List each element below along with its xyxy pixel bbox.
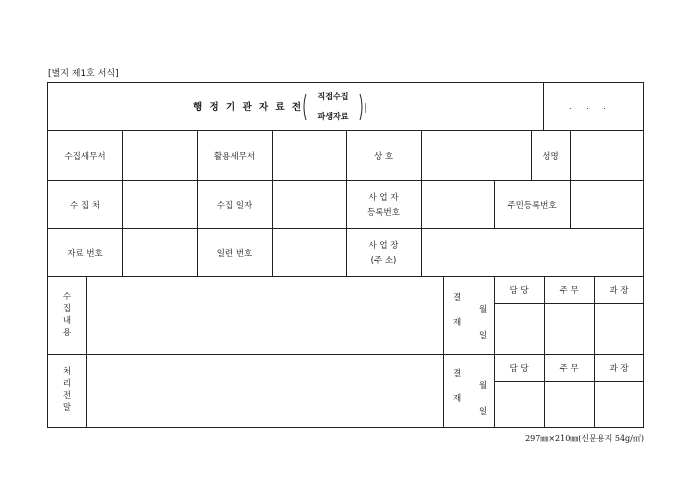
label-use-dept: 활용세무서: [213, 152, 256, 162]
title-dots: . . .: [569, 102, 612, 111]
col-divider: [594, 276, 595, 428]
approval-label: 재: [453, 394, 462, 404]
approver-staff: 담 당: [509, 364, 529, 374]
approver-staff: 담 당: [509, 286, 529, 296]
label-biz-reg-1: 사 업 자: [368, 193, 399, 203]
label-collect-date: 수집 일자: [216, 201, 253, 211]
label-source: 수 집 처: [69, 201, 101, 211]
col-divider: [421, 130, 422, 276]
approval-month: 월: [479, 381, 488, 391]
row-divider: [48, 276, 644, 277]
form-title: 행 정 기 관 자 료 전: [193, 102, 304, 113]
col-divider: [570, 130, 571, 180]
approver-manager: 과 장: [609, 364, 629, 374]
form-caption: [별지 제1호 서식]: [48, 69, 119, 79]
approval-month: 월: [479, 305, 488, 315]
col-divider: [443, 276, 444, 428]
label-serial-no: 일련 번호: [216, 249, 253, 259]
approval-label: 결: [453, 293, 462, 303]
label-trade-name: 상 호: [373, 152, 394, 162]
col-divider: [544, 276, 545, 428]
label-name: 성명: [542, 152, 559, 162]
label-workplace-2: (주 소): [370, 256, 397, 266]
approval-label: 결: [453, 369, 462, 379]
col-divider: [272, 130, 273, 276]
approver-manager: 과 장: [609, 286, 629, 296]
approver-chief: 주 무: [559, 286, 579, 296]
approval-day: 일: [479, 407, 488, 417]
label-collect-dept: 수집세무서: [64, 152, 106, 162]
approver-chief: 주 무: [559, 364, 579, 374]
label-resident-no: 주민등록번호: [507, 201, 557, 211]
row-divider: [48, 354, 644, 355]
col-divider: [86, 276, 87, 428]
approval-day: 일: [479, 331, 488, 341]
approval-label: 재: [453, 318, 462, 328]
option-direct-collection: 직접수집: [317, 92, 349, 101]
col-divider: [543, 83, 544, 130]
label-workplace-1: 사 업 장: [368, 241, 399, 251]
title-option-group: [300, 91, 366, 123]
label-data-no: 자료 번호: [67, 249, 103, 259]
col-divider: [122, 130, 123, 276]
label-biz-reg-2: 등록번호: [367, 208, 400, 218]
paper-spec: 297㎜×210㎜(신문용지 54g/㎡): [525, 434, 644, 443]
col-divider: [570, 180, 571, 228]
approval-divider: [494, 303, 644, 304]
form-table: [47, 82, 644, 428]
option-derived-data: 파생자료: [317, 112, 349, 121]
approval-divider: [494, 381, 644, 382]
label-processing-result: 처 리 전 말: [62, 367, 72, 413]
label-collected-content: 수 집 내 용: [62, 292, 72, 338]
col-divider: [494, 276, 495, 428]
